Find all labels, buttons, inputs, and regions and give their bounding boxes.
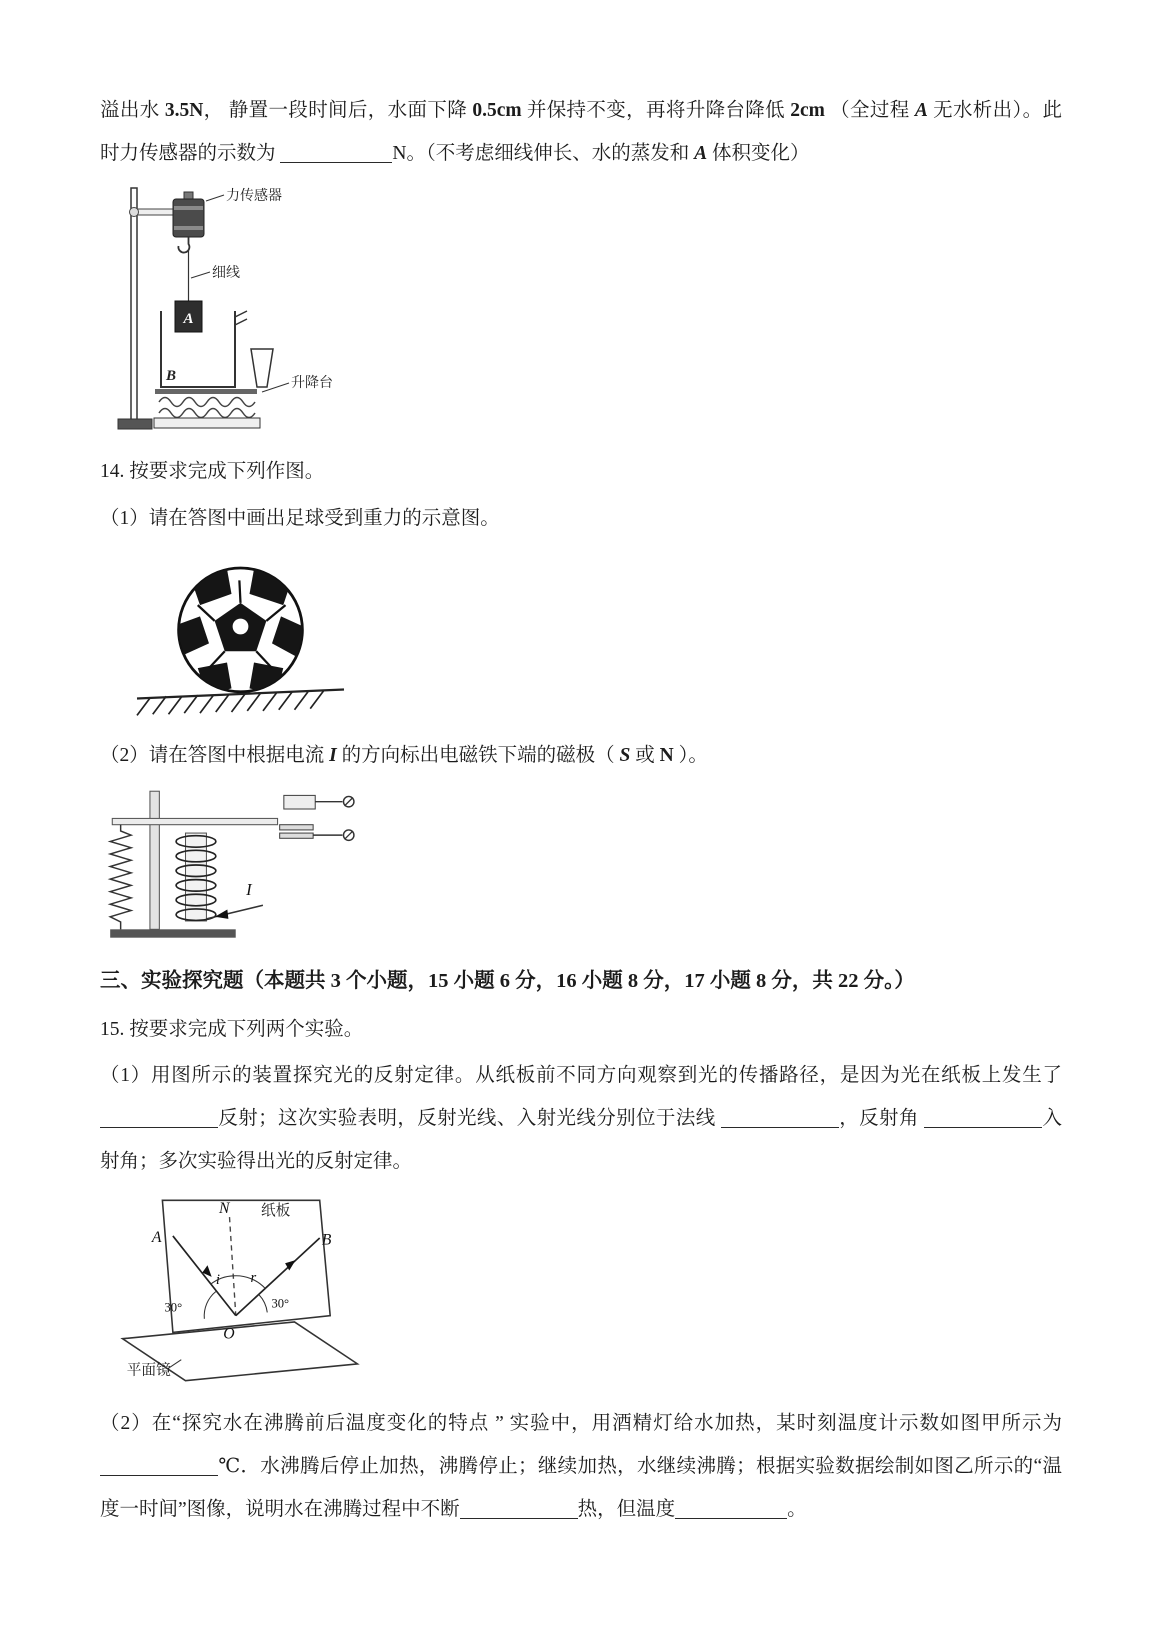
point-b-label: B xyxy=(321,1231,332,1249)
support-post xyxy=(150,792,159,930)
upper-contact xyxy=(284,796,354,810)
fill-in-blank xyxy=(460,1498,578,1518)
text-segment: （1）用图所示的装置探究光的反射定律。从纸板前不同方向观察到光的传播路径，是因为光在纸板上发生了 xyxy=(100,1065,1062,1087)
question-15-part1 xyxy=(100,1055,1062,1184)
figure-force-sensor-apparatus xyxy=(114,186,1062,441)
text-segment: A xyxy=(914,100,928,121)
plane-mirror-label: 平面镜 xyxy=(126,1362,171,1379)
question-15-title: 15. 按要求完成下列两个实验。 xyxy=(100,1018,364,1040)
question-13-text xyxy=(100,90,1062,176)
text-segment: 溢出水 xyxy=(100,100,165,121)
text-segment: I xyxy=(329,744,337,766)
question-14-title: 14. 按要求完成下列作图。 xyxy=(100,460,325,482)
text-segment: ，反射角 xyxy=(838,1108,925,1130)
electromagnet-drawing xyxy=(106,787,378,944)
lower-contact xyxy=(280,825,354,841)
question-14-part1: （1）请在答图中画出足球受到重力的示意图。 xyxy=(100,507,500,529)
text-segment: 热，但温度 xyxy=(577,1498,676,1520)
paper-board-label: 纸板 xyxy=(260,1203,291,1220)
lifting-platform-label: 升降台 xyxy=(291,375,333,391)
text-segment: S xyxy=(619,744,631,766)
text-segment: 无水析出）。此时力传感器的示数为 xyxy=(100,100,1062,164)
text-segment: A xyxy=(694,142,708,164)
text-segment: 或 xyxy=(630,744,660,766)
container-b xyxy=(161,311,247,387)
current-label: I xyxy=(246,880,252,900)
figure-light-reflection xyxy=(114,1194,1062,1393)
text-segment: （2）在“探究水在沸腾前后温度变化的特点 ” 实验中，用酒精灯给水加热，某时刻温度计示数如图甲所示为 xyxy=(100,1413,1062,1435)
stand-pole xyxy=(118,188,152,429)
string-leader-line xyxy=(191,272,210,278)
text-segment: ）。 xyxy=(673,744,708,766)
text-segment: 并保持不变，再将升降台降低 xyxy=(521,100,791,121)
coil xyxy=(176,834,216,922)
text-segment: ℃．水沸腾后停止加热，沸腾停止；继续加热，水继续沸腾；根据实验数据绘制如图乙所示的“温度一时间”图像，说明水在沸腾过程中不断 xyxy=(100,1456,1062,1520)
hook xyxy=(178,237,189,253)
thin-string-label: 细线 xyxy=(212,265,240,281)
angle-r-label: r xyxy=(250,1270,257,1287)
question-14-part2 xyxy=(100,735,1062,778)
text-segment: 。 xyxy=(787,1498,807,1520)
fill-in-blank xyxy=(924,1108,1042,1128)
overflow-cup xyxy=(251,349,273,387)
ball-center-hole xyxy=(233,618,249,634)
fill-in-blank xyxy=(100,1108,218,1128)
text-segment: ， 静置一段时间后，水面下降 xyxy=(203,100,473,121)
angle-30-left-label: 30° xyxy=(164,1300,183,1315)
text-segment: 的方向标出电磁铁下端的磁极（ xyxy=(336,744,620,766)
text-segment: 入射角；多次实验得出光的反射定律。 xyxy=(100,1108,1062,1173)
question-15-part2 xyxy=(100,1403,1062,1532)
force-sensor xyxy=(173,192,204,237)
block-a xyxy=(175,301,202,332)
angle-30-right-label: 30° xyxy=(271,1296,290,1311)
text-segment: （全过程 xyxy=(824,100,915,121)
text-segment: N。（不考虑细线伸长、水的蒸发和 xyxy=(392,142,695,164)
force-sensor-apparatus-drawing xyxy=(114,186,366,436)
block-a-label: A xyxy=(183,310,194,327)
fill-in-blank xyxy=(721,1108,839,1128)
text-segment: 反射；这次实验表明，反射光线、入射光线分别位于法线 xyxy=(218,1108,721,1130)
text-segment: 0.5cm xyxy=(472,100,522,121)
container-b-label: B xyxy=(166,367,177,384)
base-slab xyxy=(110,930,236,938)
figure-electromagnet xyxy=(106,787,1062,949)
paper-board xyxy=(162,1200,330,1332)
sensor-leader-line xyxy=(206,195,224,201)
fill-in-blank xyxy=(280,142,392,162)
lifting-platform xyxy=(154,389,260,428)
force-sensor-label: 力传感器 xyxy=(226,188,282,204)
normal-label: N xyxy=(219,1199,230,1217)
angle-i-label: i xyxy=(215,1272,220,1289)
light-reflection-drawing xyxy=(114,1194,366,1388)
text-segment: 2cm xyxy=(790,100,825,121)
current-arrow xyxy=(215,910,229,919)
text-segment: （2）请在答图中根据电流 xyxy=(100,744,330,766)
origin-label: O xyxy=(223,1325,235,1343)
armature-bar xyxy=(112,819,277,825)
fill-in-blank xyxy=(100,1456,218,1476)
text-segment: N xyxy=(659,744,674,766)
section-3-heading: 三、实验探究题（本题共 3 个小题，15 小题 6 分，16 小题 8 分，17 小题 8 分，共 22 分。） xyxy=(100,970,915,993)
soccer-ball-drawing xyxy=(128,551,353,720)
spring xyxy=(110,825,131,930)
point-a-label: A xyxy=(151,1229,162,1247)
figure-soccer-ball xyxy=(128,551,1062,725)
text-segment: 3.5N xyxy=(164,100,204,121)
text-segment: 体积变化） xyxy=(707,142,810,164)
fill-in-blank xyxy=(675,1498,787,1518)
clamp-arm xyxy=(130,207,176,216)
